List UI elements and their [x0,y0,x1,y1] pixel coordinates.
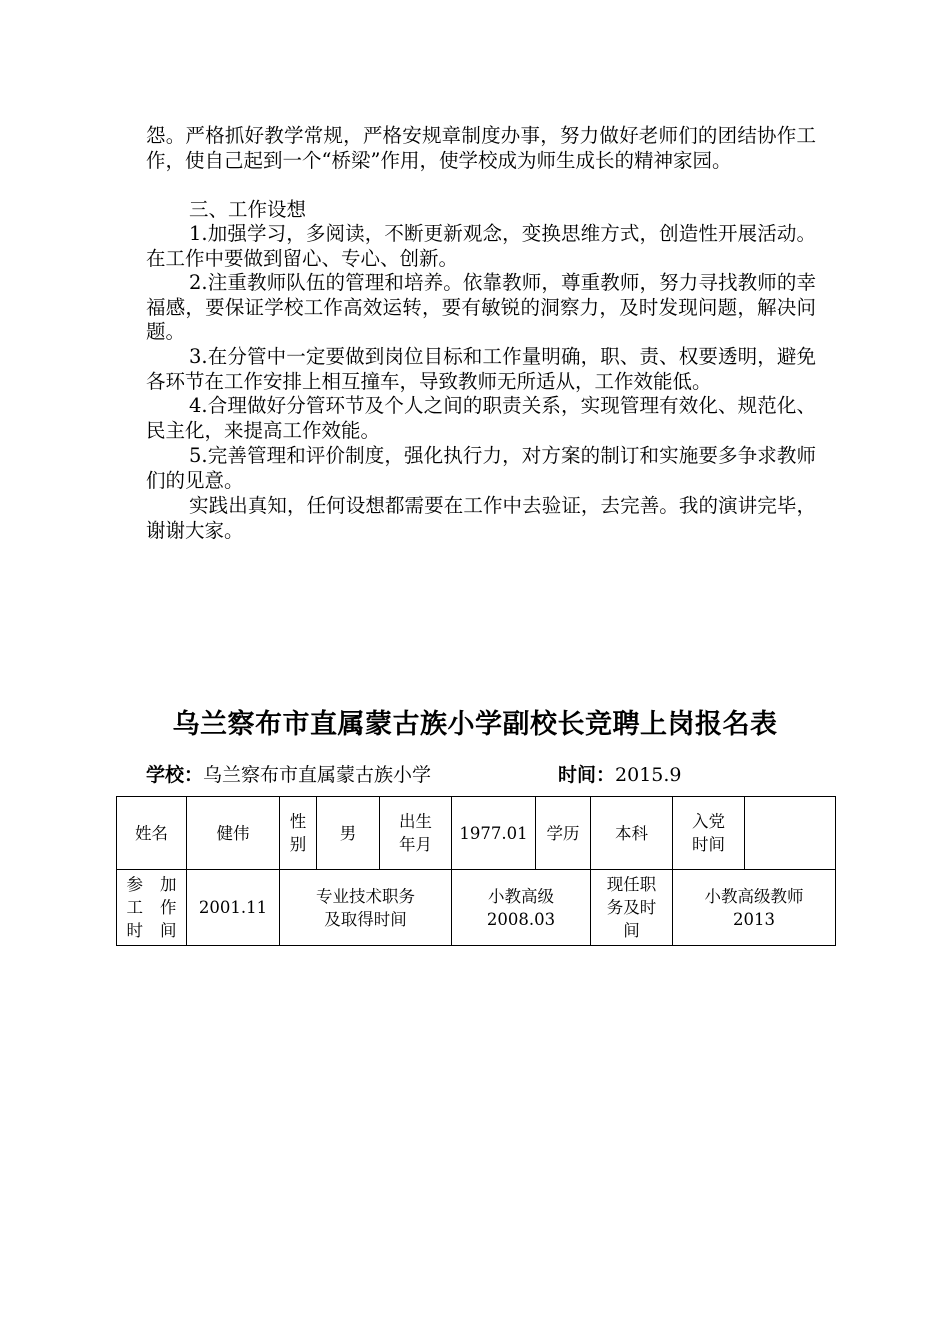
time-line [558,760,682,787]
name-value: 健伟 [187,797,280,870]
table-row [117,797,836,870]
paragraph-item-4: 4.合理做好分管环节及个人之间的职责关系，实现管理有效化、规范化、民主化，来提高工作效能。 [146,394,816,442]
table-row [117,870,836,946]
school-line [146,760,431,787]
education-label: 学历 [536,797,591,870]
work-start-value: 2001.11 [187,870,280,946]
education-value: 本科 [591,797,673,870]
form-title: 乌兰察布市直属蒙古族小学副校长竞聘上岗报名表 [172,709,778,740]
name-label: 姓名 [117,797,187,870]
current-position-label: 现任职 务及时 间 [591,870,673,946]
paragraph-item-3: 3.在分管中一定要做到岗位目标和工作量明确，职、责、权要透明，避免各环节在工作安排上相互撞车，导致教师无所适从，工作效能低。 [146,345,816,393]
registration-table [116,796,836,946]
birth-value: 1977.01 [452,797,536,870]
section-heading: 三、工作设想 [189,198,307,221]
gender-value: 男 [317,797,380,870]
work-start-label: 参 加 工 作 时 间 [117,870,187,946]
paragraph-closing: 实践出真知，任何设想都需要在工作中去验证，去完善。我的演讲完毕，谢谢大家。 [146,494,816,542]
current-position-value: 小教高级教师 2013 [673,870,836,946]
professional-title-value: 小教高级 2008.03 [452,870,591,946]
party-label: 入党 时间 [673,797,745,870]
time-value: 2015.9 [615,764,682,786]
paragraph-item-5: 5.完善管理和评价制度，强化执行力，对方案的制订和实施要多争求教师们的见意。 [146,444,816,492]
paragraph-continuation: 怨。严格抓好教学常规，严格安规章制度办事，努力做好老师们的团结协作工作，使自己起到一个“桥梁”作用，使学校成为师生成长的精神家园。 [146,124,816,172]
birth-label: 出生 年月 [380,797,452,870]
gender-label: 性 别 [280,797,317,870]
time-label: 时间： [558,764,616,786]
school-value: 乌兰察布市直属蒙古族小学 [203,764,432,786]
school-label: 学校： [146,764,204,786]
paragraph-item-1: 1.加强学习，多阅读，不断更新观念，变换思维方式，创造性开展活动。在工作中要做到留心、专心、创新。 [146,222,816,270]
party-value [745,797,836,870]
professional-title-label: 专业技术职务 及取得时间 [280,870,452,946]
paragraph-item-2: 2.注重教师队伍的管理和培养。依靠教师，尊重教师，努力寻找教师的幸福感，要保证学校工作高效运转，要有敏锐的洞察力，及时发现问题，解决问题。 [146,271,816,343]
